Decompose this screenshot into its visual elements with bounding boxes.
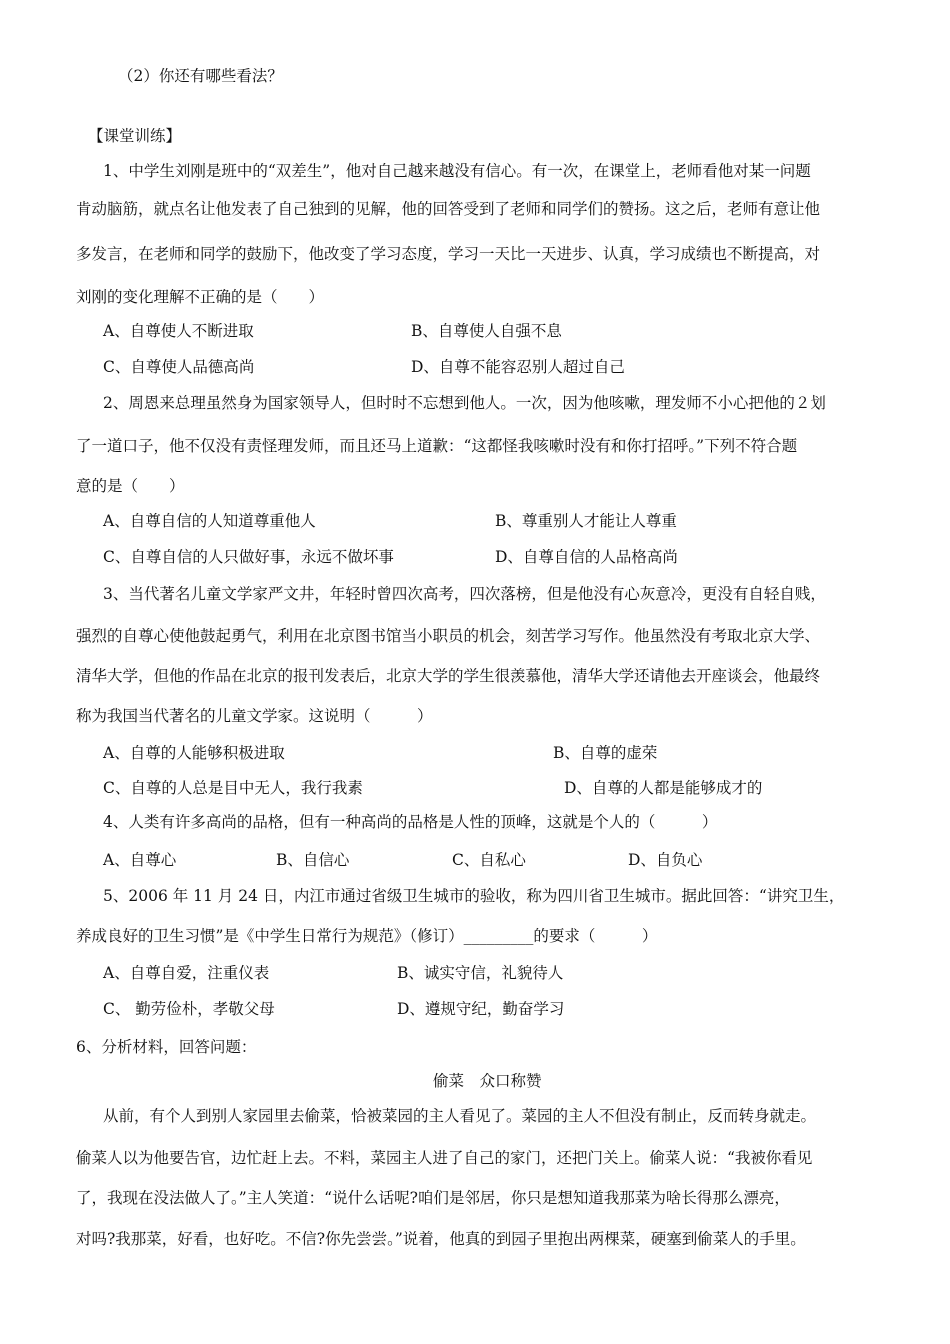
q1-line-3: 多发言，在老师和同学的鼓励下，他改变了学习态度，学习一天比一天进步、认真，学习成绩也不断提高，对 — [76, 245, 821, 263]
q3-option-c: C、自尊的人总是目中无人，我行我素 — [103, 779, 363, 797]
q2-line-1: 2、周恩来总理虽然身为国家领导人，但时时不忘想到他人。一次，因为他咳嗽，理发师不小心把他的２划 — [103, 394, 826, 412]
q2-option-c: C、自尊自信的人只做好事，永远不做坏事 — [103, 548, 394, 566]
q3-option-a: A、自尊的人能够积极进取 — [103, 744, 285, 762]
q5-line-1: 5、2006 年 11 月 24 日，内江市通过省级卫生城市的验收，称为四川省卫生城市。据此回答：“讲究卫生， — [103, 887, 845, 905]
q1-option-d: D、自尊不能容忍别人超过自己 — [411, 358, 625, 376]
q3-option-d: D、自尊的人都是能够成才的 — [564, 779, 763, 797]
story-line-1: 从前，有个人到别人家园里去偷菜，恰被菜园的主人看见了。菜园的主人不但没有制止，反而转身就走。 — [103, 1107, 817, 1125]
q5-option-b: B、诚实守信，礼貌待人 — [397, 964, 564, 982]
q2-option-d: D、自尊自信的人品格高尚 — [495, 548, 678, 566]
q4-option-c: C、自私心 — [452, 851, 526, 869]
q1-option-b: B、自尊使人自强不息 — [411, 322, 562, 340]
q3-line-4: 称为我国当代著名的儿童文学家。这说明（ ） — [76, 707, 433, 725]
q4-line: 4、人类有许多高尚的品格，但有一种高尚的品格是人性的顶峰，这就是个人的（ ） — [103, 813, 718, 831]
q3-line-1: 3、当代著名儿童文学家严文井，年轻时曾四次高考，四次落榜，但是他没有心灰意冷，更没有自轻自贱， — [103, 585, 826, 603]
q5-line-2: 养成良好的卫生习惯”是《中学生日常行为规范》（修订）_________的要求（ ） — [76, 927, 658, 945]
q2-option-b: B、尊重别人才能让人尊重 — [495, 512, 677, 530]
q3-option-b: B、自尊的虚荣 — [553, 744, 658, 762]
story-line-4: 对吗?我那菜，好看，也好吃。不信?你先尝尝。”说着，他真的到园子里抱出两棵菜，硬塞到偷菜人的手里。 — [76, 1230, 806, 1248]
q4-option-a: A、自尊心 — [103, 851, 177, 869]
q3-line-2: 强烈的自尊心使他鼓起勇气，利用在北京图书馆当小职员的机会，刻苦学习写作。他虽然没有考取北京大学、 — [76, 627, 821, 645]
story-line-3: 了，我现在没法做人了。”主人笑道：“说什么话呢?咱们是邻居，你只是想知道我那菜为啥长得那么漂亮， — [76, 1189, 790, 1207]
section-title: 【课堂训练】 — [88, 127, 182, 145]
intro-question: （2）你还有哪些看法？ — [118, 67, 283, 85]
q2-line-2: 了一道口子，他不仅没有责怪理发师，而且还马上道歉：“这都怪我咳嗽时没有和你打招呼。”下列不符合题 — [76, 437, 798, 455]
q1-line-4: 刘刚的变化理解不正确的是（ ） — [76, 288, 325, 306]
q1-option-c: C、自尊使人品德高尚 — [103, 358, 255, 376]
q5-option-c: C、 勤劳俭朴，孝敬父母 — [103, 1000, 275, 1018]
q6-prompt: 6、分析材料，回答问题： — [76, 1038, 257, 1056]
q4-option-d: D、自负心 — [628, 851, 703, 869]
story-title: 偷菜 众口称赞 — [433, 1072, 542, 1090]
story-line-2: 偷菜人以为他要告官，边忙赶上去。不料，菜园主人进了自己的家门，还把门关上。偷菜人说：“我被你看见 — [76, 1149, 813, 1167]
q4-option-b: B、自信心 — [276, 851, 350, 869]
q1-line-2: 肯动脑筋，就点名让他发表了自己独到的见解，他的回答受到了老师和同学们的赞扬。这之后，老师有意让他 — [76, 200, 821, 218]
q2-line-3: 意的是（ ） — [76, 477, 185, 495]
q5-option-d: D、遵规守纪，勤奋学习 — [397, 1000, 565, 1018]
q3-line-3: 清华大学，但他的作品在北京的报刊发表后，北京大学的学生很羡慕他，清华大学还请他去开座谈会，他最终 — [76, 667, 821, 685]
q1-option-a: A、自尊使人不断进取 — [103, 322, 254, 340]
q2-option-a: A、自尊自信的人知道尊重他人 — [103, 512, 316, 530]
q5-option-a: A、自尊自爱，注重仪表 — [103, 964, 270, 982]
q1-line-1: 1、中学生刘刚是班中的“双差生”，他对自己越来越没有信心。有一次，在课堂上，老师看他对某一问题 — [103, 162, 811, 180]
